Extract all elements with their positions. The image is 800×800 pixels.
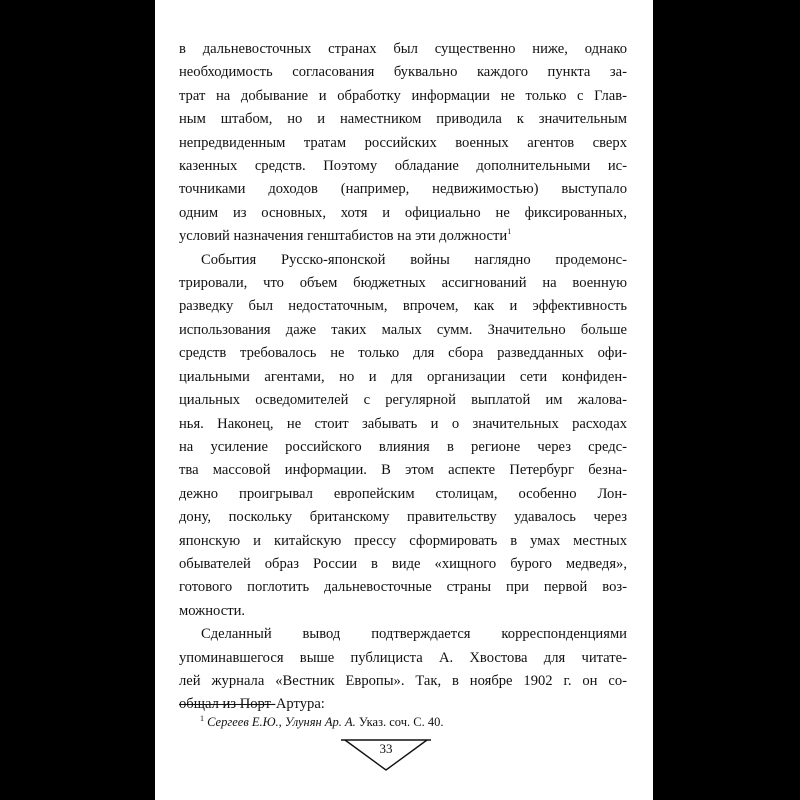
paragraph xyxy=(179,38,627,249)
text-line: ным штабом, но и наместником приводила к значительным xyxy=(179,111,627,128)
text-line: одним из основных, хотя и официально не фиксированных, xyxy=(179,204,627,221)
text-line: трат на добывание и обработку информации не только с Глав- xyxy=(179,87,627,104)
scan-border-left xyxy=(0,0,155,800)
text-line: упоминавшегося выше публициста А. Хвостова для читате- xyxy=(179,649,627,666)
text-line: дону, поскольку британскому правительству удавалось через xyxy=(179,509,627,526)
text-line: готового поглотить дальневосточные страны при первой воз- xyxy=(179,579,627,596)
book-page xyxy=(155,0,653,800)
text-line: использования даже таких малых сумм. Значительно больше xyxy=(179,321,627,338)
footnote-mark: 1 xyxy=(200,713,204,723)
text-line: трировали, что объем бюджетных ассигнований на военную xyxy=(179,275,627,292)
text-line: нья. Наконец, не стоит забывать и о значительных расходах xyxy=(179,415,627,432)
text-line: обывателей образ России в виде «хищного бурого медведя», xyxy=(179,555,627,572)
footnote-reference: Указ. соч. С. 40. xyxy=(355,715,444,729)
text-line: в дальневосточных странах был существенно ниже, однако xyxy=(179,41,627,57)
footnote-reference-mark: 1 xyxy=(507,227,512,237)
text-line: японскую и китайскую прессу сформировать в умах местных xyxy=(179,532,627,549)
paragraph xyxy=(179,623,627,717)
body-text xyxy=(179,38,627,717)
text-line: условий назначения генштабистов на эти должности$^1$ xyxy=(179,227,512,245)
text-line: дежно проигрывал европейским столицам, особенно Лон- xyxy=(179,485,627,502)
scan-border-right xyxy=(653,0,800,800)
text-line: События Русско-японской войны наглядно продемонс- xyxy=(201,251,627,268)
text-line: лей журнала «Вестник Европы». Так, в ноябре 1902 г. он со- xyxy=(179,672,627,689)
paragraph xyxy=(179,249,627,624)
text-line: разведку был недостаточным, впрочем, как и эффективность xyxy=(179,298,627,315)
text-line: точниками доходов (например, недвижимостью) выступало xyxy=(179,181,627,198)
text-line: средств требовалось не только для сбора разведданных офи- xyxy=(179,345,627,362)
page-number-ornament xyxy=(341,738,431,772)
text-line: непредвиденным тратам российских военных агентов сверх xyxy=(179,134,627,151)
page-number: 33 xyxy=(379,741,393,756)
footnote-authors: Сергеев Е.Ю., Улунян Ар. А. xyxy=(207,715,356,729)
text-line: общал из Порт-Артура: xyxy=(179,696,325,713)
text-line: тва массовой информации. В этом аспекте Петербург безна- xyxy=(179,462,627,479)
footnote-rule xyxy=(179,704,274,705)
text-line: на усиление российского влияния в регионе через средс- xyxy=(179,438,627,455)
text-line: можности. xyxy=(179,602,246,619)
text-line: необходимость согласования буквально каждого пункта за- xyxy=(179,64,627,81)
text-line: Сделанный вывод подтверждается корреспонденциями xyxy=(201,626,627,643)
text-line: циальными агентами, но и для организации сети конфиден- xyxy=(179,368,627,385)
text-line: циальных осведомителей с регулярной выплатой им жалова- xyxy=(179,392,627,409)
text-line: казенных средств. Поэтому обладание дополнительными ис- xyxy=(179,158,627,175)
footnote xyxy=(200,714,444,730)
